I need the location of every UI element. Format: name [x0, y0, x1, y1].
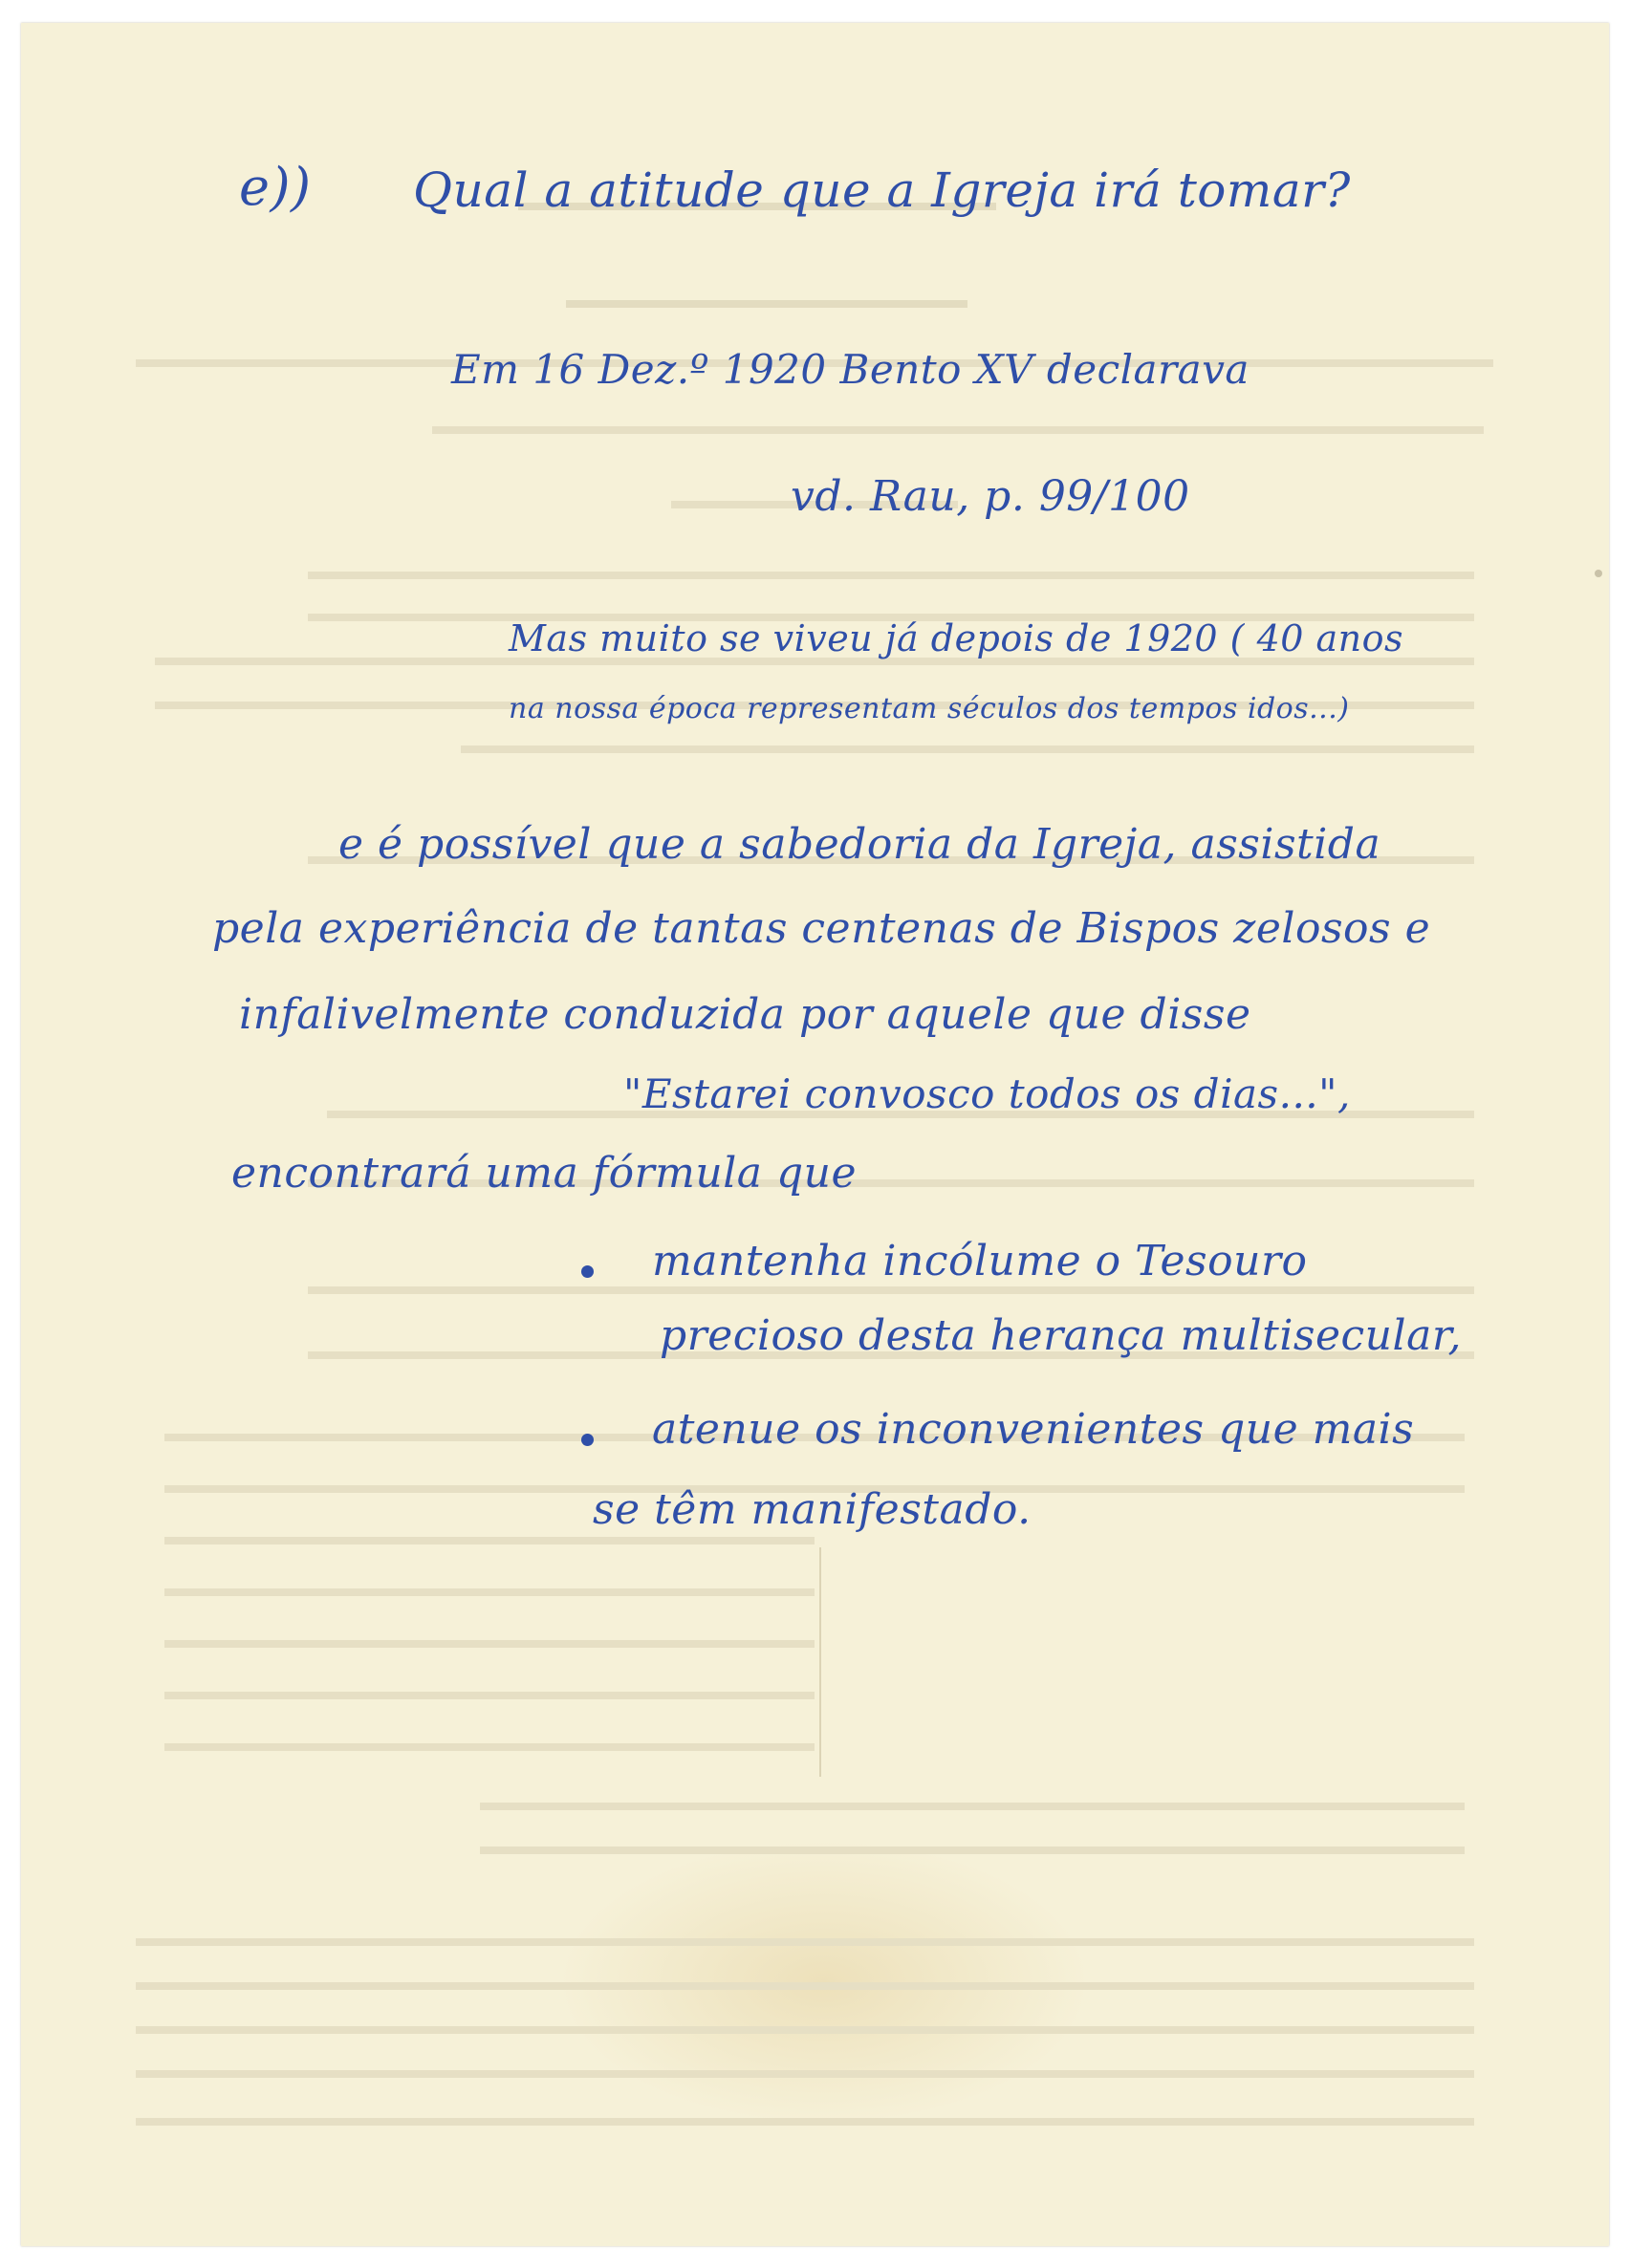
bleed-through-line: [164, 1588, 815, 1596]
bleed-through-line: [566, 300, 967, 308]
bleed-through-line: [308, 572, 1474, 579]
bullet-marker: [581, 1434, 594, 1446]
bleed-through-line: [136, 2026, 1474, 2034]
bullet-1-line-2: precioso desta herança multisecular,: [660, 1311, 1463, 1360]
bullet-marker: [581, 1265, 594, 1278]
bleed-through-line: [480, 1803, 1465, 1810]
paper-sheet: [21, 23, 1609, 2246]
bleed-through-line: [480, 1847, 1465, 1854]
bleed-through-line: [164, 1743, 815, 1751]
bleed-through-line: [136, 1938, 1474, 1946]
reference-line: vd. Rau, p. 99/100: [791, 472, 1190, 521]
bleed-through-line: [136, 2118, 1474, 2126]
bleed-through-line: [136, 2070, 1474, 2078]
bleed-through-line: [164, 1640, 815, 1648]
bleed-through-line: [308, 1286, 1474, 1294]
bullet-1-line-1: mantenha incólume o Tesouro: [652, 1237, 1308, 1285]
remark-line-2: na nossa época representam séculos dos tempos idos...): [509, 692, 1350, 725]
bleed-through-line: [461, 745, 1474, 753]
body-line-3: infalivelmente conduzida por aquele que disse: [239, 990, 1251, 1039]
heading-marker: e)): [239, 157, 312, 217]
bullet-2-line-1: atenue os inconvenientes que mais: [652, 1405, 1415, 1454]
heading-text: Qual a atitude que a Igreja irá tomar?: [413, 162, 1351, 218]
body-line-5: encontrará uma fórmula que: [231, 1149, 858, 1198]
body-line-2: pela experiência de tantas centenas de Bispos zelosos e: [212, 904, 1431, 953]
remark-line-1: Mas muito se viveu já depois de 1920 ( 40 anos: [509, 617, 1404, 659]
punch-hole: [1595, 570, 1602, 577]
body-line-1: e é possível que a sabedoria da Igreja, assistida: [338, 820, 1381, 869]
bleed-through-bracket: [819, 1547, 821, 1777]
bullet-2-line-2: se têm manifestado.: [593, 1485, 1032, 1534]
bleed-through-line: [136, 1982, 1474, 1990]
body-line-4: "Estarei convosco todos os dias...",: [623, 1070, 1351, 1117]
date-line: Em 16 Dez.º 1920 Bento XV declarava: [451, 346, 1250, 393]
bleed-through-line: [432, 426, 1484, 434]
bleed-through-line: [164, 1537, 815, 1544]
bleed-through-line: [164, 1692, 815, 1699]
